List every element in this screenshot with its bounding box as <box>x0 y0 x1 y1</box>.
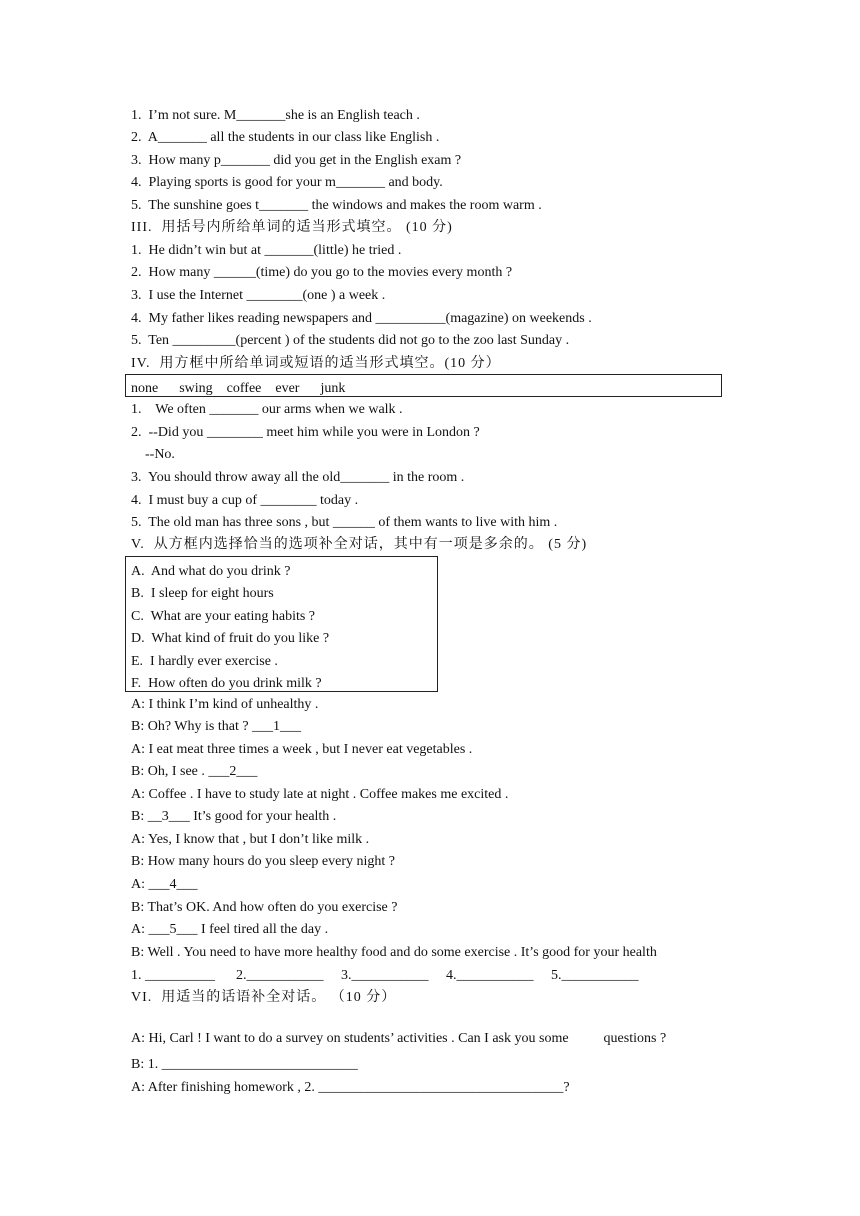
dialogue-line: B: How many hours do you sleep every night ? <box>131 854 396 869</box>
section-heading-vi: VI. 用适当的话语补全对话。 （10 分） <box>131 990 397 1005</box>
exercise-item: 5. Ten _________(percent ) of the students did not go to the zoo last Sunday . <box>131 333 570 348</box>
option-item: D. What kind of fruit do you like ? <box>131 631 330 646</box>
dialogue-line: A: After finishing homework , 2. ___________________________________? <box>131 1080 570 1095</box>
exercise-item: 4. My father likes reading newspapers and __________(magazine) on weekends . <box>131 311 592 326</box>
section-heading-v: V. 从方框内选择恰当的选项补全对话，其中有一项是多余的。 (5 分) <box>131 537 588 552</box>
exercise-item: --No. <box>131 447 175 462</box>
dialogue-line: B: __3___ It’s good for your health . <box>131 809 337 824</box>
dialogue-line: B: 1. ____________________________ <box>131 1057 358 1072</box>
dialogue-line: A: I think I’m kind of unhealthy . <box>131 697 319 712</box>
option-item: A. And what do you drink ? <box>131 564 291 579</box>
exercise-item: 2. --Did you ________ meet him while you were in London ? <box>131 425 480 440</box>
exercise-item: 1. I’m not sure. M_______she is an English teach . <box>131 108 420 123</box>
exercise-item: 4. I must buy a cup of ________ today . <box>131 493 359 508</box>
exercise-item: 2. How many ______(time) do you go to the movies every month ? <box>131 265 513 280</box>
dialogue-line: A: Yes, I know that , but I don’t like milk . <box>131 832 370 847</box>
dialogue-line: B: That’s OK. And how often do you exercise ? <box>131 900 398 915</box>
exercise-item: 1. He didn’t win but at _______(little) he tried . <box>131 243 402 258</box>
dialogue-line: A: I eat meat three times a week , but I never eat vegetables . <box>131 742 473 757</box>
exercise-item: 2. A_______ all the students in our class like English . <box>131 130 440 145</box>
dialogue-line: A: Coffee . I have to study late at night . Coffee makes me excited . <box>131 787 509 802</box>
word-box-words: none swing coffee ever junk <box>131 381 346 396</box>
option-item: F. How often do you drink milk ? <box>131 676 322 691</box>
option-item: C. What are your eating habits ? <box>131 609 316 624</box>
exercise-item: 5. The sunshine goes t_______ the windows and makes the room warm . <box>131 198 542 213</box>
exercise-item: 3. You should throw away all the old_______ in the room . <box>131 470 465 485</box>
dialogue-line: A: ___5___ I feel tired all the day . <box>131 922 329 937</box>
dialogue-line: A: Hi, Carl ! I want to do a survey on students’ activities . Can I ask you some questions ? <box>131 1031 667 1046</box>
exercise-item: 5. The old man has three sons , but ______ of them wants to live with him . <box>131 515 558 530</box>
option-item: B. I sleep for eight hours <box>131 586 274 601</box>
dialogue-line: B: Oh? Why is that ? ___1___ <box>131 719 302 734</box>
section-heading-iii: III. 用括号内所给单词的适当形式填空。 (10 分) <box>131 220 453 235</box>
exercise-item: 3. I use the Internet ________(one ) a week . <box>131 288 386 303</box>
dialogue-line: B: Oh, I see . ___2___ <box>131 764 258 779</box>
section-heading-iv: IV. 用方框中所给单词或短语的适当形式填空。(10 分） <box>131 356 501 371</box>
exercise-item: 4. Playing sports is good for your m_______ and body. <box>131 175 443 190</box>
option-item: E. I hardly ever exercise . <box>131 654 278 669</box>
dialogue-line: A: ___4___ <box>131 877 198 892</box>
dialogue-line: B: Well . You need to have more healthy food and do some exercise . It’s good for your health <box>131 945 657 960</box>
exercise-item: 3. How many p_______ did you get in the English exam ? <box>131 153 462 168</box>
answer-blanks: 1. __________ 2.___________ 3.___________ 4.___________ 5.___________ <box>131 968 639 983</box>
exercise-item: 1. We often _______ our arms when we walk . <box>131 402 403 417</box>
